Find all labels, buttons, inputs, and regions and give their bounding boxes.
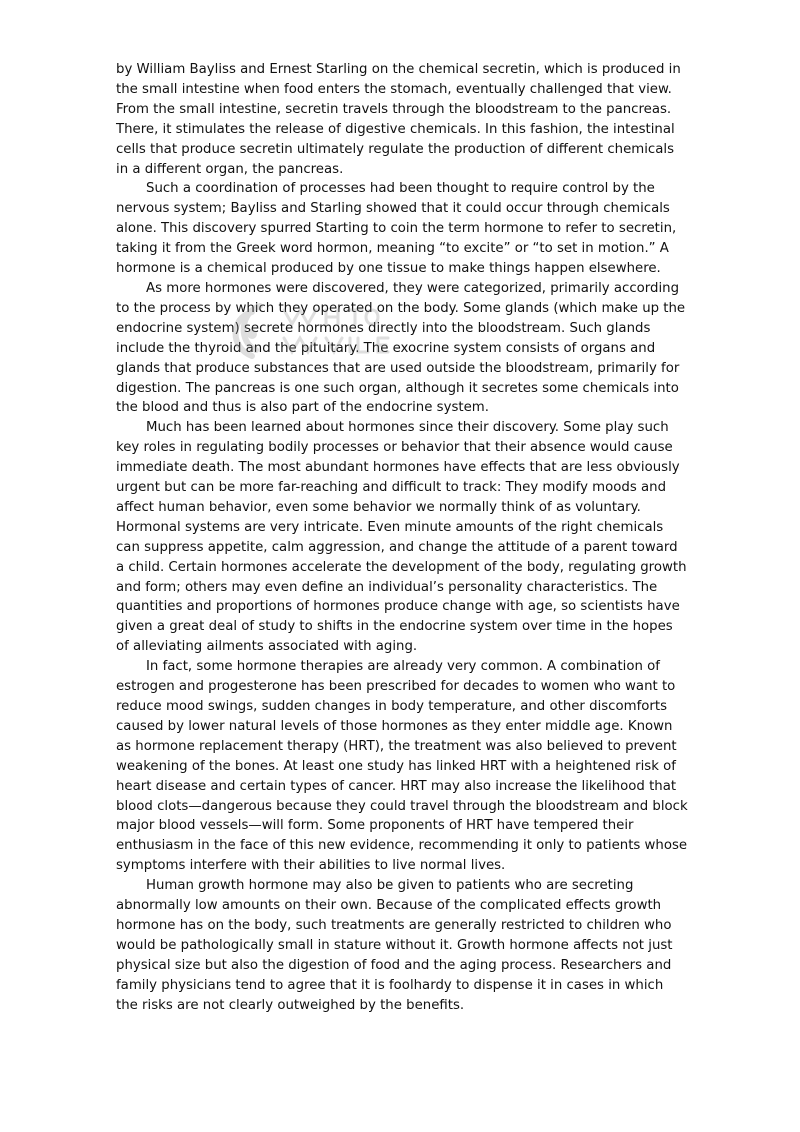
paragraph: Human growth hormone may also be given to patients who are secreting abnormally low amounts on their own. Because of the complicated effects growth hormone has on the body, such treatments are generally restricted to children who would be pathologically small in stature without it. Growth hormone affects not just physical size but also the digestion of food and the aging process. Researchers and family physicians tend to agree that it is foolhardy to dispense it in cases in which the risks are not clearly outweighed by the benefits.: [116, 878, 673, 1013]
document-body: [116, 60, 688, 1016]
paragraph: Such a coordination of processes had been thought to require control by the nervous system; Bayliss and Starling showed that it could occur through chemicals alone. This discovery spurred Starting to coin the term hormone to refer to secretin, taking it from the Greek word hormon, meaning “to excite” or “to set in motion.” A hormone is a chemical produced by one tissue to make things happen elsewhere.: [116, 181, 677, 277]
paragraph-continuation: by William Bayliss and Ernest Starling on the chemical secretin, which is produced in the small intestine when food enters the stomach, eventually challenged that view. From the small intestine, secretin travels through the bloodstream to the pancreas. There, it stimulates the release of digestive chemicals. In this fashion, the intestinal cells that produce secretin ultimately regulate the production of different chemicals in a different organ, the pancreas.: [116, 62, 681, 177]
paragraph: In fact, some hormone therapies are already very common. A combination of estrogen and progesterone has been prescribed for decades to women who want to reduce mood swings, sudden changes in body temperature, and other discomforts caused by lower natural levels of those hormones as they enter middle age. Known as hormone replacement therapy (HRT), the treatment was also believed to prevent weakening of the bones. At least one study has linked HRT with a heightened risk of heart disease and certain types of cancer. HRT may also increase the likelihood that blood clots—dangerous because they could travel through the bloodstream and block major blood vessels—will form. Some proponents of HRT have tempered their enthusiasm in the face of this new evidence, recommending it only to patients whose symptoms interfere with their abilities to live normal lives.: [116, 659, 688, 874]
paragraph: Much has been learned about hormones since their discovery. Some play such key roles in regulating bodily processes or behavior that their absence would cause immediate death. The most abundant hormones have effects that are less obviously urgent but can be more far-reaching and difficult to track: They modify moods and affect human behavior, even some behavior we normally think of as voluntary. Hormonal systems are very intricate. Even minute amounts of the right chemicals can suppress appetite, calm aggression, and change the attitude of a parent toward a child. Certain hormones accelerate the development of the body, regulating growth and form; others may even define an individual’s personality characteristics. The quantities and proportions of hormones produce change with age, so scientists have given a great deal of study to shifts in the endocrine system over time in the hopes of alleviating ailments associated with aging.: [116, 420, 687, 655]
paragraph: As more hormones were discovered, they were categorized, primarily according to the process by which they operated on the body. Some glands (which make up the endocrine system) secrete hormones directly into the bloodstream. Such glands include the thyroid and the pituitary. The exocrine system consists of organs and glands that produce substances that are used outside the bloodstream, primarily for digestion. The pancreas is one such organ, although it secretes some chemicals into the blood and thus is also part of the endocrine system.: [116, 280, 686, 416]
